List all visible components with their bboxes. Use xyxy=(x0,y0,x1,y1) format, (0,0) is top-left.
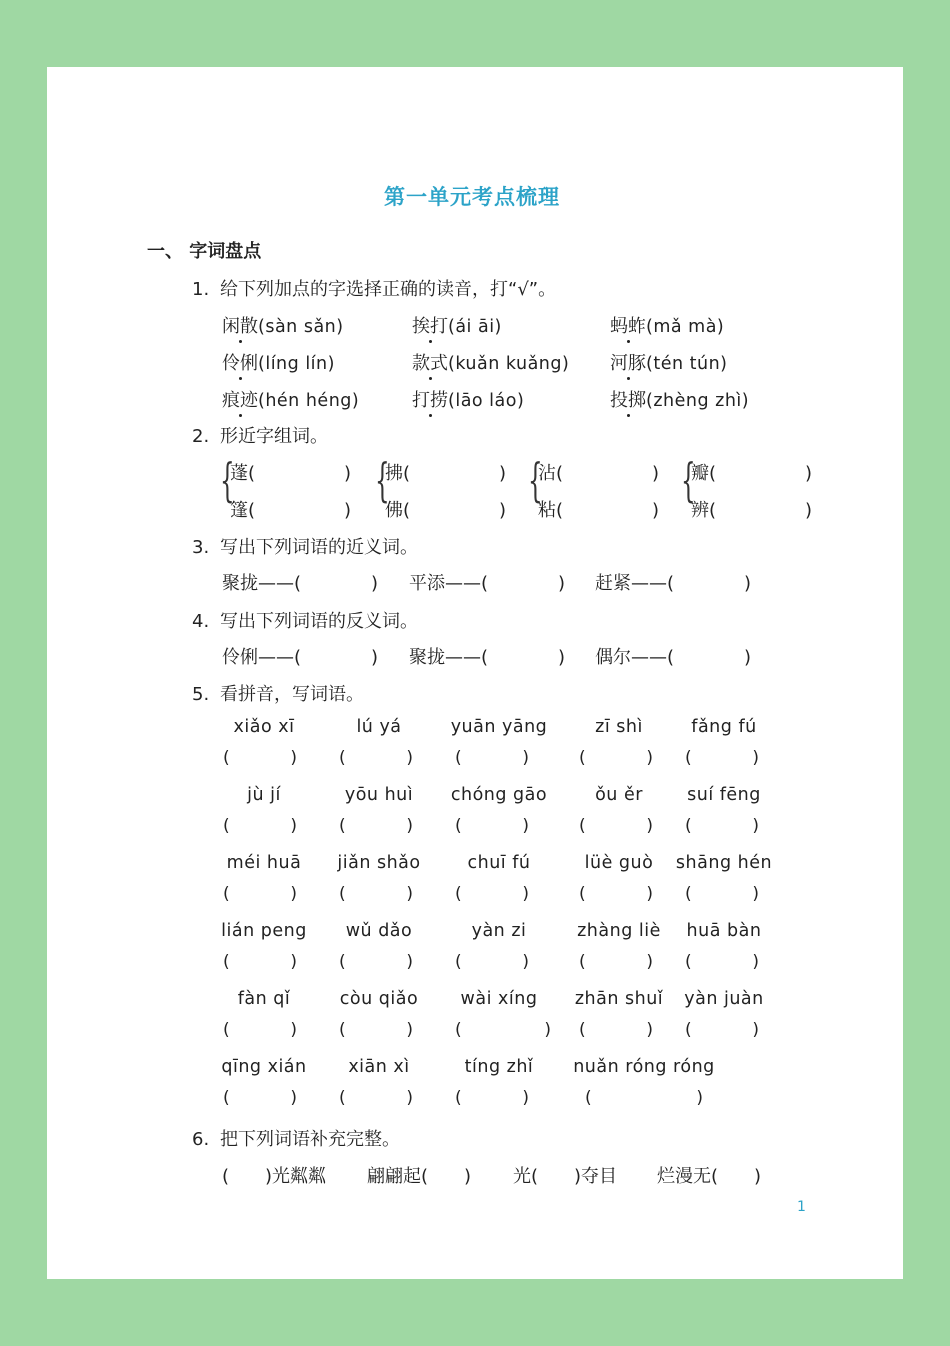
answer-blank-end: ) xyxy=(371,573,379,594)
paren-open: ( xyxy=(579,748,586,768)
pronunciation-option xyxy=(610,312,724,338)
paren-open: ( xyxy=(579,952,586,972)
given-word: 赶紧 xyxy=(595,573,631,594)
question-5 xyxy=(192,680,364,706)
word-group-item xyxy=(385,459,506,485)
dash: ——( xyxy=(631,647,675,668)
answer-box xyxy=(685,748,759,768)
option-pinyin: (lāo láo) xyxy=(448,391,525,411)
paren-close: ) xyxy=(646,884,653,904)
paren-open: ( xyxy=(579,1020,586,1040)
dash: ——( xyxy=(631,573,675,594)
answer-blank-end: ) xyxy=(344,500,352,521)
pinyin-prompt: zhān shuǐ xyxy=(574,989,664,1009)
pronunciation-option xyxy=(610,349,727,375)
pinyin-prompt: nuǎn róng róng xyxy=(573,1057,715,1077)
answer-box xyxy=(579,884,653,904)
answer-blank-end: ) xyxy=(371,647,379,668)
pinyin-prompt: fàn qǐ xyxy=(237,989,291,1009)
paren-close: ) xyxy=(646,1020,653,1040)
answer-box xyxy=(339,748,413,768)
paren-close: ) xyxy=(752,952,759,972)
dash: ——( xyxy=(445,573,489,594)
word-group-item xyxy=(385,496,506,522)
pronunciation-option xyxy=(412,386,524,412)
answer-box xyxy=(579,1020,653,1040)
answer-blank-end: ) xyxy=(344,463,352,484)
answer-box xyxy=(339,952,413,972)
given-word: 聚拢 xyxy=(409,647,445,668)
option-pinyin: (líng lín) xyxy=(258,354,335,374)
question-number: 6. xyxy=(192,1129,210,1150)
idiom-blank: 光( )夺目 xyxy=(513,1166,618,1187)
pinyin-prompt: wǔ dǎo xyxy=(345,921,413,941)
similar-character: 辨 xyxy=(691,500,709,521)
similar-character: 沾 xyxy=(538,463,556,484)
pinyin-prompt: yōu huì xyxy=(344,785,414,805)
answer-box xyxy=(455,1088,529,1108)
pronunciation-option xyxy=(222,312,344,338)
paren-open: ( xyxy=(455,1020,462,1040)
paren-open: ( xyxy=(339,816,346,836)
paren-open: ( xyxy=(223,952,230,972)
paren-close: ) xyxy=(290,1088,297,1108)
similar-character: 篷 xyxy=(230,500,248,521)
pinyin-prompt: còu qiǎo xyxy=(339,989,419,1009)
question-number: 4. xyxy=(192,611,210,632)
paren-open: ( xyxy=(579,816,586,836)
paren-close: ) xyxy=(522,884,529,904)
question-3 xyxy=(192,533,418,559)
pinyin-prompt: lián peng xyxy=(221,921,307,941)
pinyin-prompt: lú yá xyxy=(356,717,402,737)
word-blank xyxy=(595,643,751,669)
paren-close: ) xyxy=(290,748,297,768)
paren-open: ( xyxy=(685,952,692,972)
dash: ——( xyxy=(445,647,489,668)
answer-box xyxy=(585,1088,703,1108)
paren-close: ) xyxy=(522,748,529,768)
question-6 xyxy=(192,1125,400,1151)
answer-blank: ( xyxy=(709,463,717,484)
paren-close: ) xyxy=(290,816,297,836)
paren-open: ( xyxy=(685,748,692,768)
pinyin-prompt: yuān yāng xyxy=(450,717,548,737)
paren-close: ) xyxy=(646,748,653,768)
paren-close: ) xyxy=(406,1088,413,1108)
paren-open: ( xyxy=(455,748,462,768)
pinyin-prompt: xiǎo xī xyxy=(233,717,295,737)
pinyin-prompt: tíng zhǐ xyxy=(464,1057,534,1077)
paren-close: ) xyxy=(646,816,653,836)
paren-open: ( xyxy=(223,748,230,768)
pinyin-prompt: xiān xì xyxy=(348,1057,410,1077)
option-pinyin: (kuǎn kuǎng) xyxy=(448,354,570,374)
question-text: 形近字组词。 xyxy=(220,426,328,447)
paren-open: ( xyxy=(339,952,346,972)
pinyin-prompt: jiǎn shǎo xyxy=(337,853,421,873)
paren-close: ) xyxy=(752,816,759,836)
pinyin-prompt: zhàng liè xyxy=(577,921,661,941)
paren-open: ( xyxy=(223,1020,230,1040)
word-blank xyxy=(409,569,565,595)
pinyin-prompt: yàn juàn xyxy=(684,989,764,1009)
paren-close: ) xyxy=(406,884,413,904)
dash: ——( xyxy=(258,573,302,594)
answer-box xyxy=(223,816,297,836)
answer-box xyxy=(455,1020,551,1040)
pinyin-prompt: chuī fú xyxy=(467,853,531,873)
option-word: 河豚 xyxy=(610,353,646,374)
answer-box xyxy=(685,1020,759,1040)
paren-open: ( xyxy=(685,884,692,904)
option-word: 伶俐 xyxy=(222,353,258,374)
question-text: 写出下列词语的近义词。 xyxy=(220,537,418,558)
answer-blank-end: ) xyxy=(744,647,752,668)
pinyin-prompt: chóng gāo xyxy=(450,785,548,805)
word-group-item xyxy=(230,459,351,485)
answer-box xyxy=(579,816,653,836)
answer-blank: ( xyxy=(556,463,564,484)
paren-close: ) xyxy=(290,952,297,972)
pinyin-prompt: qīng xián xyxy=(221,1057,307,1077)
answer-blank-end: ) xyxy=(805,500,813,521)
paren-open: ( xyxy=(223,884,230,904)
option-pinyin: (ái āi) xyxy=(448,317,502,337)
brace-icon: { xyxy=(375,453,390,507)
paren-close: ) xyxy=(752,1020,759,1040)
paren-open: ( xyxy=(223,1088,230,1108)
pinyin-prompt: huā bàn xyxy=(686,921,762,941)
pinyin-prompt: wài xíng xyxy=(460,989,538,1009)
dash: ——( xyxy=(258,647,302,668)
paren-open: ( xyxy=(685,816,692,836)
pinyin-prompt: lüè guò xyxy=(584,853,654,873)
answer-blank-end: ) xyxy=(744,573,752,594)
pronunciation-option xyxy=(222,349,335,375)
paren-open: ( xyxy=(339,1020,346,1040)
idiom-blank: 烂漫无( ) xyxy=(657,1166,762,1187)
answer-box xyxy=(223,884,297,904)
answer-blank: ( xyxy=(709,500,717,521)
answer-box xyxy=(339,1088,413,1108)
answer-box xyxy=(223,952,297,972)
pinyin-prompt: yàn zi xyxy=(471,921,527,941)
pronunciation-option xyxy=(610,386,749,412)
paren-close: ) xyxy=(522,816,529,836)
pronunciation-option xyxy=(222,386,359,412)
answer-box xyxy=(339,816,413,836)
answer-blank-end: ) xyxy=(652,500,660,521)
paren-close: ) xyxy=(752,884,759,904)
word-group-item xyxy=(230,496,351,522)
paren-close: ) xyxy=(696,1088,703,1108)
similar-character: 拂 xyxy=(385,463,403,484)
answer-box xyxy=(455,952,529,972)
paren-close: ) xyxy=(290,884,297,904)
answer-box xyxy=(223,748,297,768)
pinyin-prompt: shāng hén xyxy=(675,853,773,873)
idiom-blank: 翩翩起( ) xyxy=(367,1166,472,1187)
paren-open: ( xyxy=(339,748,346,768)
option-pinyin: (hén héng) xyxy=(258,391,360,411)
word-group-item xyxy=(691,459,812,485)
answer-blank: ( xyxy=(248,463,256,484)
paren-close: ) xyxy=(544,1020,551,1040)
answer-box xyxy=(339,1020,413,1040)
paren-close: ) xyxy=(522,1088,529,1108)
brace-icon: { xyxy=(528,453,543,507)
paren-close: ) xyxy=(406,748,413,768)
paren-open: ( xyxy=(455,952,462,972)
brace-icon: { xyxy=(220,453,235,507)
similar-character: 佛 xyxy=(385,500,403,521)
paren-open: ( xyxy=(455,1088,462,1108)
pinyin-prompt: ǒu ěr xyxy=(595,785,643,805)
idiom-blank: ( )光粼粼 xyxy=(222,1166,327,1187)
section-heading: 一、 字词盘点 xyxy=(147,241,262,262)
paren-open: ( xyxy=(339,1088,346,1108)
paren-close: ) xyxy=(522,952,529,972)
answer-blank-end: ) xyxy=(499,463,507,484)
answer-box xyxy=(455,816,529,836)
similar-character: 蓬 xyxy=(230,463,248,484)
option-word: 痕迹 xyxy=(222,390,258,411)
answer-box xyxy=(685,816,759,836)
word-group-item xyxy=(691,496,812,522)
similar-character: 瓣 xyxy=(691,463,709,484)
given-word: 偶尔 xyxy=(595,647,631,668)
paren-open: ( xyxy=(685,1020,692,1040)
answer-box xyxy=(455,748,529,768)
word-blank xyxy=(222,569,378,595)
paren-close: ) xyxy=(406,952,413,972)
pinyin-prompt: fǎng fú xyxy=(691,717,757,737)
word-blank xyxy=(222,643,378,669)
paren-open: ( xyxy=(455,816,462,836)
question-4 xyxy=(192,607,418,633)
question-text: 看拼音，写词语。 xyxy=(220,684,364,705)
word-blank xyxy=(595,569,751,595)
option-word: 款式 xyxy=(412,353,448,374)
similar-character: 粘 xyxy=(538,500,556,521)
option-word: 蚂蚱 xyxy=(610,316,646,337)
word-group-item xyxy=(538,496,659,522)
pinyin-prompt: zī shì xyxy=(595,717,643,737)
paren-open: ( xyxy=(585,1088,592,1108)
answer-blank: ( xyxy=(403,463,411,484)
question-text: 把下列词语补充完整。 xyxy=(220,1129,400,1150)
question-text: 写出下列词语的反义词。 xyxy=(220,611,418,632)
question-number: 2. xyxy=(192,426,210,447)
answer-blank: ( xyxy=(403,500,411,521)
answer-blank-end: ) xyxy=(558,647,566,668)
paren-open: ( xyxy=(579,884,586,904)
word-blank xyxy=(409,643,565,669)
answer-box xyxy=(455,884,529,904)
answer-blank: ( xyxy=(556,500,564,521)
option-word: 挨打 xyxy=(412,316,448,337)
pronunciation-option xyxy=(412,349,569,375)
option-pinyin: (sàn sǎn) xyxy=(258,317,344,337)
option-pinyin: (mǎ mà) xyxy=(646,317,725,337)
answer-box xyxy=(339,884,413,904)
paren-close: ) xyxy=(406,1020,413,1040)
answer-box xyxy=(579,748,653,768)
answer-blank-end: ) xyxy=(652,463,660,484)
paren-open: ( xyxy=(455,884,462,904)
question-number: 1. xyxy=(192,279,210,300)
answer-blank-end: ) xyxy=(558,573,566,594)
question-text: 给下列加点的字选择正确的读音，打“√”。 xyxy=(220,279,557,300)
paren-close: ) xyxy=(752,748,759,768)
answer-blank: ( xyxy=(248,500,256,521)
paren-close: ) xyxy=(646,952,653,972)
pinyin-prompt: suí fēng xyxy=(687,785,761,805)
answer-box xyxy=(685,884,759,904)
page-number: 1 xyxy=(797,1199,806,1215)
question-number: 5. xyxy=(192,684,210,705)
option-pinyin: (tén tún) xyxy=(646,354,728,374)
paren-close: ) xyxy=(290,1020,297,1040)
pinyin-prompt: méi huā xyxy=(226,853,302,873)
given-word: 伶俐 xyxy=(222,647,258,668)
option-word: 闲散 xyxy=(222,316,258,337)
given-word: 平添 xyxy=(409,573,445,594)
brace-icon: { xyxy=(681,453,696,507)
question-number: 3. xyxy=(192,537,210,558)
word-group-item xyxy=(538,459,659,485)
page-title: 第一单元考点梳理 xyxy=(384,184,560,209)
pinyin-prompt: jù jí xyxy=(247,785,281,805)
paren-close: ) xyxy=(406,816,413,836)
option-pinyin: (zhèng zhì) xyxy=(646,391,750,411)
answer-box xyxy=(579,952,653,972)
answer-box xyxy=(223,1020,297,1040)
worksheet-page xyxy=(47,67,903,1279)
option-word: 投掷 xyxy=(610,390,646,411)
answer-box xyxy=(223,1088,297,1108)
question-2 xyxy=(192,422,328,448)
pronunciation-option xyxy=(412,312,502,338)
answer-blank-end: ) xyxy=(499,500,507,521)
answer-box xyxy=(685,952,759,972)
question-1 xyxy=(192,275,556,301)
answer-blank-end: ) xyxy=(805,463,813,484)
paren-open: ( xyxy=(223,816,230,836)
given-word: 聚拢 xyxy=(222,573,258,594)
option-word: 打捞 xyxy=(412,390,448,411)
paren-open: ( xyxy=(339,884,346,904)
